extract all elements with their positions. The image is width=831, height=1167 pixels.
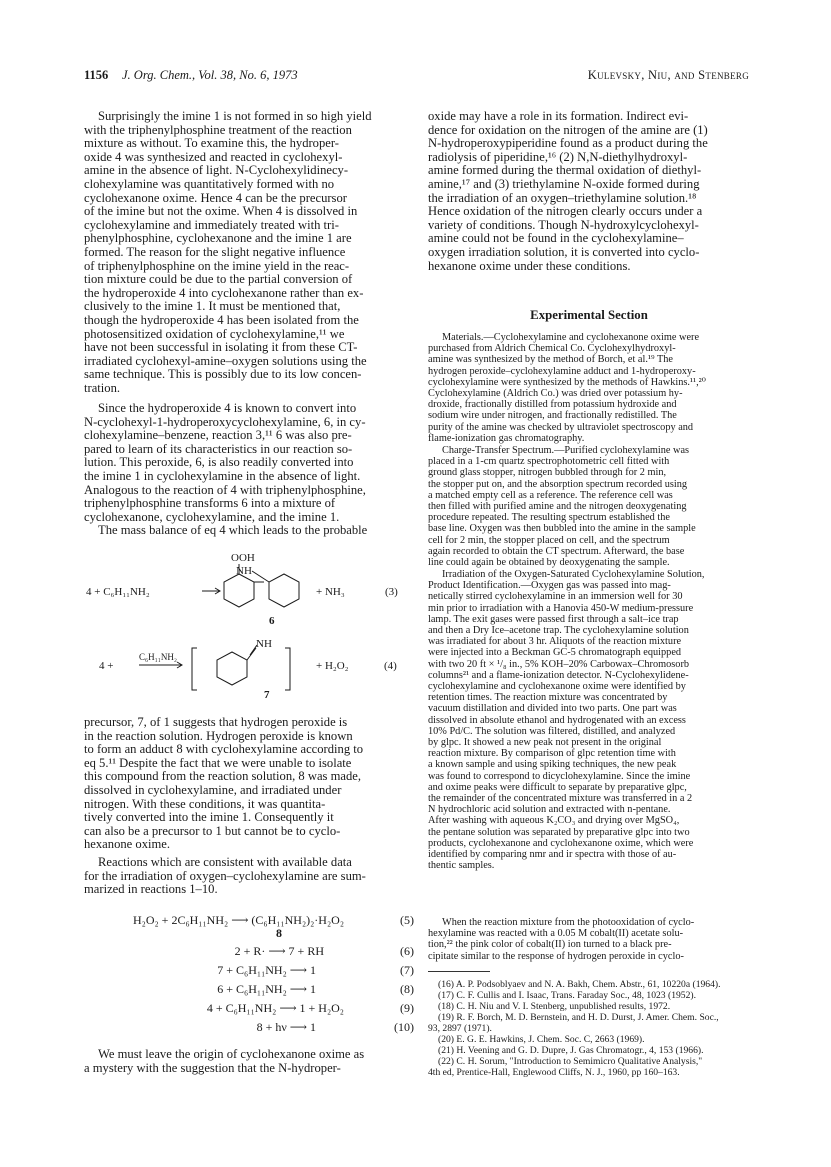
reference-item: (18) C. H. Niu and V. I. Stenberg, unpublished results, 1972.	[438, 1001, 671, 1012]
reference-item: (17) C. F. Cullis and I. Isaac, Trans. Faraday Soc., 48, 1023 (1952).	[438, 990, 696, 1001]
running-header	[84, 68, 749, 84]
reaction-row	[84, 1001, 414, 1015]
reaction-number: (6)	[400, 944, 414, 958]
paragraph: Reactions which are consistent with available data for the irradiation of oxygen–cyclohexylamine are sum- marized in reactions 1–10.	[84, 855, 366, 897]
paragraph: precursor, 7, of 1 suggests that hydrogen peroxide is in the reaction solution. Hydrogen peroxide is known to form an adduct 8 with cyclohexylamine according to eq 5.¹¹ Despite the fact that we were unable to isolate this compound from the reaction solution, 8 was made, dissolved in cyclohexylamine, and irradiated under nitrogen. With these conditions, it was quantita- tively converted into the imine 1. Consequently it can also be a precursor to 1 but cannot be to cyclo- hexanone oxime.	[84, 715, 364, 852]
reference-item: (16) A. P. Podsoblyaev and N. A. Bakh, Chem. Abstr., 61, 10220a (1964).	[438, 979, 721, 990]
reaction-row	[84, 926, 414, 940]
paragraph-materials: Materials.—Cyclohexylamine and cyclohexanone oxime were purchased from Aldrich Chemical Co. Cyclohexylhydroxyl- amine was synthesized by the method of Borch, et al.¹⁹ The hydrogen peroxide–cyclohexylamine adduct and 1-hydroperoxy- cyclohexylamine were synthesized by the methods of Hawkins.¹¹,²⁰ Cyclohexylamine (Aldrich Co.) was dried over potassium hy- droxide, fractionally distilled from potassium hydroxide and sodium wire under nitrogen, and fractionally redistilled. The purity of the amine was checked by ultraviolet spectroscopy and flame-ionization gas chromatography.	[428, 332, 706, 444]
reaction-number: (7)	[400, 963, 414, 977]
reaction-equation: 7 + C₆H₁₁NH₂ ⟶ 1	[217, 963, 316, 977]
reaction-number: (8)	[400, 982, 414, 996]
page-number: 1156	[84, 68, 109, 82]
scheme-nh-label: NH	[236, 565, 252, 577]
bracket-right	[285, 648, 290, 690]
reaction-number: (10)	[394, 1020, 414, 1034]
running-authors: Kulevsky, Niu, and Stenberg	[587, 68, 749, 82]
scheme-r4-number: (4)	[384, 660, 397, 672]
reaction-scheme-3-4	[84, 542, 414, 712]
paragraph: The mass balance of eq 4 which leads to the probable	[98, 523, 368, 537]
cyclohexene-ring	[217, 652, 247, 685]
paragraph: Since the hydroperoxide 4 is known to convert into N-cyclohexyl-1-hydroperoxycyclohexylamine, 6, in cy- clohexylamine–benzene, reaction 3,¹¹ 6 was also pre- pared to learn of its characteristics in our reaction so- lution. This peroxide, 6, is also readily converted into the imine 1 in cyclohexylamine in the absence of light. Analogous to the reaction of 4 with triphenylphosphine, triphenylphosphine transforms 6 into a mixture of cyclohexanone, cyclohexylamine, and the imine 1.	[84, 401, 366, 524]
reaction-row	[84, 913, 414, 927]
reaction-row	[84, 944, 414, 958]
reference-item: (20) E. G. E. Hawkins, J. Chem. Soc. C, 2663 (1969).	[438, 1034, 645, 1045]
reaction-equation: 6 + C₆H₁₁NH₂ ⟶ 1	[217, 982, 316, 996]
reaction-row	[84, 982, 414, 996]
scheme-r4-reagent: C₆H₁₁NH₂	[139, 652, 178, 662]
reaction-equation: 4 + C₆H₁₁NH₂ ⟶ 1 + H₂O₂	[206, 1001, 344, 1015]
reaction-row	[84, 1020, 414, 1034]
scheme-r3-products: + NH₃	[316, 586, 345, 598]
bracket-left	[192, 648, 197, 690]
paragraph: oxide may have a role in its formation. Indirect evi- dence for oxidation on the nitrogen of the amine are (1) N-hydroperoxypiperidine found as a product during the radiolysis of piperidine,¹⁶ (2) N,N-diethylhydroxyl- amine formed during the thermal oxidation of diethyl- amine,¹⁷ and (3) triethylamine N-oxide formed during the irradiation of an oxygen–triethylamine solution.¹⁸ Hence oxidation of the nitrogen clearly occurs under a variety of conditions. Though N-hydroxylcyclohexyl- amine could not be found in the cyclohexylamine– oxygen irradiation solution, it is converted into cyclo- hexanone oxime under these conditions.	[428, 109, 708, 273]
scheme-r4-products: + H₂O₂	[316, 660, 349, 672]
paragraph-charge-transfer: Charge-Transfer Spectrum.—Purified cyclohexylamine was placed in a 1-cm quartz spectrophotometric cell fitted with ground glass stopper, nitrogen bubbled through for 2 min, the stopper put on, and the absorption spectrum recorded using a matched empty cell as a reference. The reference cell was then filled with purified amine and the nitrogen deoxygenating procedure repeated. The resulting spectrum established the base line. Oxygen was then bubbled into the amine in the sample cell for 2 min, the stopper placed on cell, and the spectrum again recorded to obtain the CT spectrum. Afterward, the base line could again be obtained by deoxygenating the sample.	[428, 445, 696, 569]
scheme-r4-nh-label: NH	[256, 638, 272, 650]
scheme-r4-reactants: 4 +	[99, 660, 114, 672]
paragraph-cobalt: When the reaction mixture from the photooxidation of cyclo- hexylamine was reacted with a 0.05 M cobalt(II) acetate solu- tion,²² the pink color of cobalt(II) ion turned to a black pre- cipitate similar to the response of hydrogen peroxide in cyclo-	[428, 917, 695, 962]
reaction-equation: 8 + hν ⟶ 1	[256, 1020, 316, 1034]
reference-item: 4th ed, Prentice-Hall, Englewood Cliffs, N. J., 1960, pp 160–163.	[428, 1067, 680, 1078]
paragraph-irradiation: Irradiation of the Oxygen-Saturated Cyclohexylamine Solution, Product Identification.—Oxygen gas was passed into mag- netically stirred cyclohexylamine in an immersion well for 30 min prior to irradiation with a Hanovia 450-W medium-pressure lamp. The exit gases were passed first through a salt–ice trap and then a Dry Ice–acetone trap. The cyclohexylamine solution was irradiated for about 3 hr. Aliquots of the reaction mixture were injected into a Beckman GC-5 chromatograph equipped with two 20 ft × ¹/₈ in., 5% KOH–20% Carbowax–Chromosorb columns²¹ and a flame-ionization detector. N-Cyclohexylidene- cyclohexylamine and cyclohexanone oxime were identified by retention times. The reaction mixture was concentrated by vacuum distillation and divided into two parts. One part was dissolved in absolute ethanol and hydrogenated with an excess 10% Pd/C. The solution was filtered, distilled, and analyzed by glpc. It showed a new peak not present in the original reaction mixture. By comparison of glpc retention time with a known sample and using spiking techniques, the new peak was found to correspond to dicyclohexylamine. Since the imine and oxime peaks were difficult to separate by preparative glpc, the remainder of the concentrated mixture was transferred in a 2 N hydrochloric acid solution and extracted with n-pentane. After washing with aqueous K₂CO₃ and drying over MgSO₄, the pentane solution was separated by preparative glpc into two products, cyclohexanone and cyclohexanone oxime, which were identified by comparing nmr and ir spectra with those of au- thentic samples.	[428, 569, 705, 872]
reaction-equation: 2 + R· ⟶ 7 + RH	[234, 944, 324, 958]
cyclohexane-ring	[224, 574, 254, 607]
footnote-rule	[428, 971, 490, 972]
reference-item: (19) R. F. Borch, M. D. Bernstein, and H. D. Durst, J. Amer. Chem. Soc.,	[438, 1012, 719, 1023]
cyclohexane-ring	[269, 574, 299, 607]
paragraph: Surprisingly the imine 1 is not formed in so high yield with the triphenylphosphine treatment of the reaction mixture as without. To examine this, the hydroper- oxide 4 was synthesized and reacted in cyclohexyl- amine in the absence of light. N-Cyclohexylidinecy- clohexylamine was quantitatively formed with no cyclohexanone oxime. Hence 4 can be the precursor of the imine but not the oxime. When 4 is dissolved in cyclohexylamine and immediately treated with tri- phenylphosphine, cyclohexanone and the imine 1 are formed. The reason for the slight negative influence of triphenylphosphine on the imine yield in the reac- tion mixture could be due to the partial conversion of the hydroperoxide 4 into cyclohexanone rather than ex- clusively to the imine 1. It must be mentioned that, though the hydroperoxide 4 has been isolated from the photosensitized oxidation of cyclohexylamine,¹¹ we have not been successful in isolating it from these CT- irradiated cyclohexyl-amine–oxygen solutions using the same technique. This is possibly due to its low concen- tration.	[84, 109, 372, 395]
reference-item: 93, 2897 (1971).	[428, 1023, 492, 1034]
compound-label-6: 6	[269, 615, 275, 627]
compound-label-7: 7	[264, 689, 270, 701]
scheme-ooh-label: OOH	[231, 552, 255, 564]
reaction-row	[84, 963, 414, 977]
scheme-r3-reactants: 4 + C₆H₁₁NH₂	[86, 586, 150, 598]
compound-label-8: 8	[276, 926, 282, 940]
reaction-number: (9)	[400, 1001, 414, 1015]
reference-item: (22) C. H. Sorum, "Introduction to Semimicro Qualitative Analysis,"	[438, 1056, 703, 1067]
paragraph: We must leave the origin of cyclohexanone oxime as a mystery with the suggestion that the N-hydroper-	[84, 1047, 365, 1075]
reaction-number: (5)	[400, 913, 414, 927]
scheme-r3-number: (3)	[385, 586, 398, 598]
journal-citation: J. Org. Chem., Vol. 38, No. 6, 1973	[122, 68, 298, 82]
reaction-equation: H₂O₂ + 2C₆H₁₁NH₂ ⟶ (C₆H₁₁NH₂)₂·H₂O₂	[132, 913, 344, 927]
reference-item: (21) H. Veening and G. D. Dupre, J. Gas Chromatogr., 4, 153 (1966).	[438, 1045, 704, 1056]
section-heading: Experimental Section	[530, 308, 648, 322]
